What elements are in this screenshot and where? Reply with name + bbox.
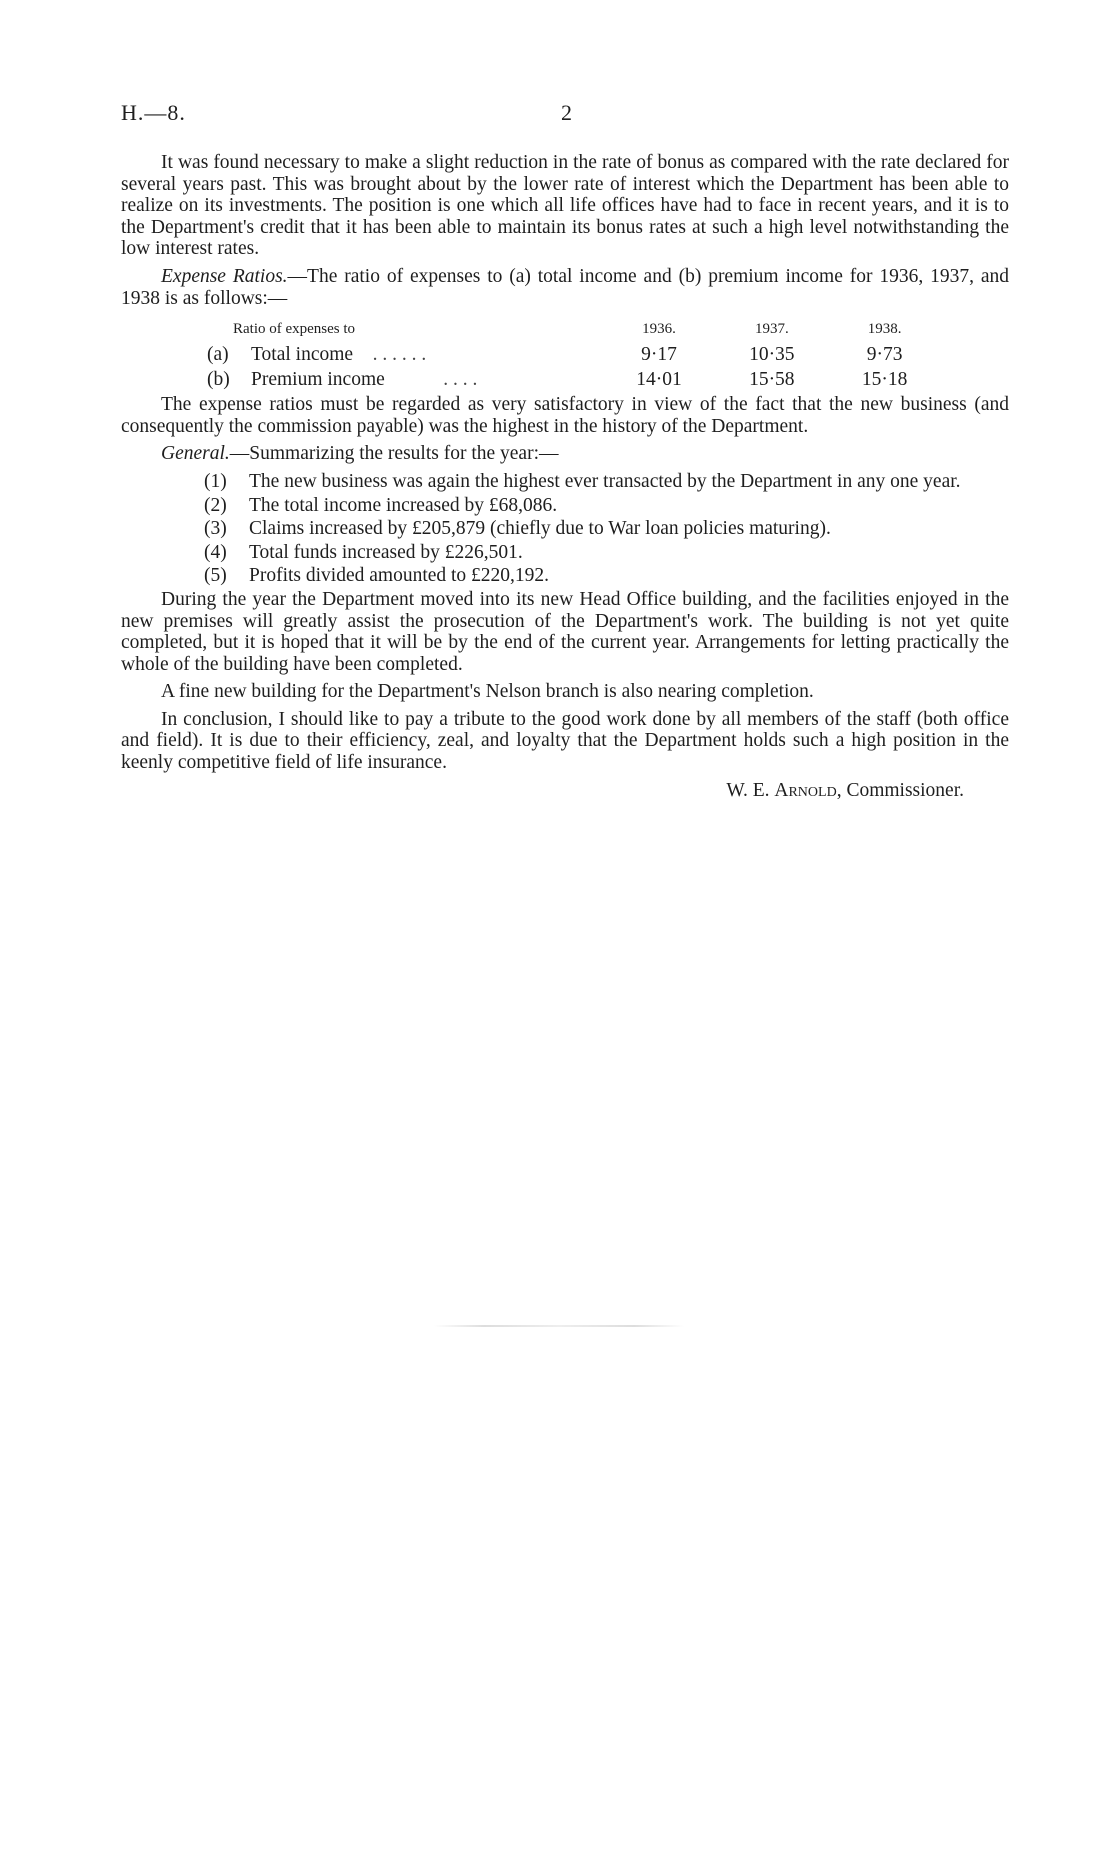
paragraph-bonus: It was found necessary to make a slight reduction in the rate of bonus as compared with the rate declared for several years past. This was brought about by the lower rate of interest which the Department has been able to realize on its investments. The position is one which all life offices have had to face in recent years, and it is to the Department's credit that it has been able to maintain its bonus rates at such a high level notwithstanding the low interest rates.	[121, 152, 1009, 260]
list-number: (5)	[204, 565, 227, 587]
list-text: The total income increased by £68,086.	[249, 494, 558, 516]
list-text: The new business was again the highest ever transacted by the Department in any one year.	[249, 470, 961, 492]
table-row	[121, 365, 941, 390]
signature-title: , Commissioner.	[836, 779, 964, 801]
table-cell: 9·73	[866, 343, 903, 365]
list-item	[121, 471, 1009, 493]
row-label-cell	[121, 340, 603, 365]
leader-dots: . . . . . .	[372, 343, 427, 365]
table-year-header: 1938.	[867, 320, 902, 337]
list-item	[121, 495, 1009, 517]
signature-initials: W. E.	[726, 779, 770, 801]
row-label-cell	[121, 365, 603, 390]
list-number: (1)	[204, 470, 227, 492]
page-number: 2	[561, 100, 572, 125]
signature	[121, 780, 1009, 802]
leader-dots: . . . .	[443, 368, 478, 390]
table-year-header: 1936.	[642, 320, 676, 337]
list-text: Total funds increased by £226,501.	[249, 541, 523, 563]
paragraph-expense-comment: The expense ratios must be regarded as very satisfactory in view of the fact that the new business (and consequently the commission payable) was the highest in the history of the Department.	[121, 394, 1009, 437]
list-item	[121, 518, 1009, 540]
expense-intro-text: —The ratio of expenses to (a) total income and (b) premium income for 1936, 1937, and 1938 is as follows:—	[121, 265, 1009, 309]
table-cell: 9·17	[641, 343, 677, 365]
summary-list	[121, 471, 1009, 587]
table-year-header: 1937.	[754, 320, 789, 337]
row-letter: (a)	[207, 343, 229, 365]
expense-ratios-heading: Expense Ratios.	[161, 265, 288, 287]
paragraph-expense-intro	[121, 266, 1009, 309]
table-header-row	[121, 315, 941, 340]
list-number: (3)	[204, 518, 227, 540]
signature-surname: Arnold	[774, 779, 837, 801]
expense-ratio-table	[121, 315, 941, 390]
row-label: Premium income	[251, 368, 385, 390]
table-cell: 15·58	[749, 368, 795, 390]
table-row	[121, 340, 941, 365]
general-intro-text: —Summarizing the results for the year:—	[229, 443, 559, 465]
table-cell: 10·35	[749, 343, 795, 365]
paragraph-nelson: A fine new building for the Department's Nelson branch is also nearing completion.	[161, 681, 814, 703]
row-letter: (b)	[207, 368, 230, 390]
paragraph-conclusion: In conclusion, I should like to pay a tribute to the good work done by all members of the staff (both office and field). It is due to their efficiency, zeal, and loyalty that the Department holds such a high position in the keenly competitive field of life insurance.	[121, 708, 1009, 774]
scan-artifact-line	[434, 1325, 684, 1327]
list-item	[121, 565, 1009, 587]
list-number: (4)	[204, 541, 227, 563]
general-heading: General.	[161, 443, 230, 465]
row-label: Total income	[251, 343, 354, 365]
document-reference: H.—8.	[121, 100, 186, 125]
table-label-header: Ratio of expenses to	[233, 320, 356, 337]
list-text: Profits divided amounted to £220,192.	[249, 565, 550, 587]
list-number: (2)	[204, 494, 227, 516]
list-text: Claims increased by £205,879 (chiefly due to War loan policies maturing).	[249, 518, 831, 540]
table-cell: 14·01	[636, 368, 682, 390]
paragraph-general-intro	[121, 443, 1009, 465]
paragraph-head-office: During the year the Department moved into its new Head Office building, and the facilities enjoyed in the new premises will greatly assist the prosecution of the Department's work. The building is not yet quite completed, but it is hoped that it will be by the end of the current year. Arrangements for letting practically the whole of the building have been completed.	[121, 588, 1009, 675]
table-cell: 15·18	[861, 368, 908, 390]
list-item	[121, 542, 1009, 564]
document-body	[121, 152, 1009, 801]
